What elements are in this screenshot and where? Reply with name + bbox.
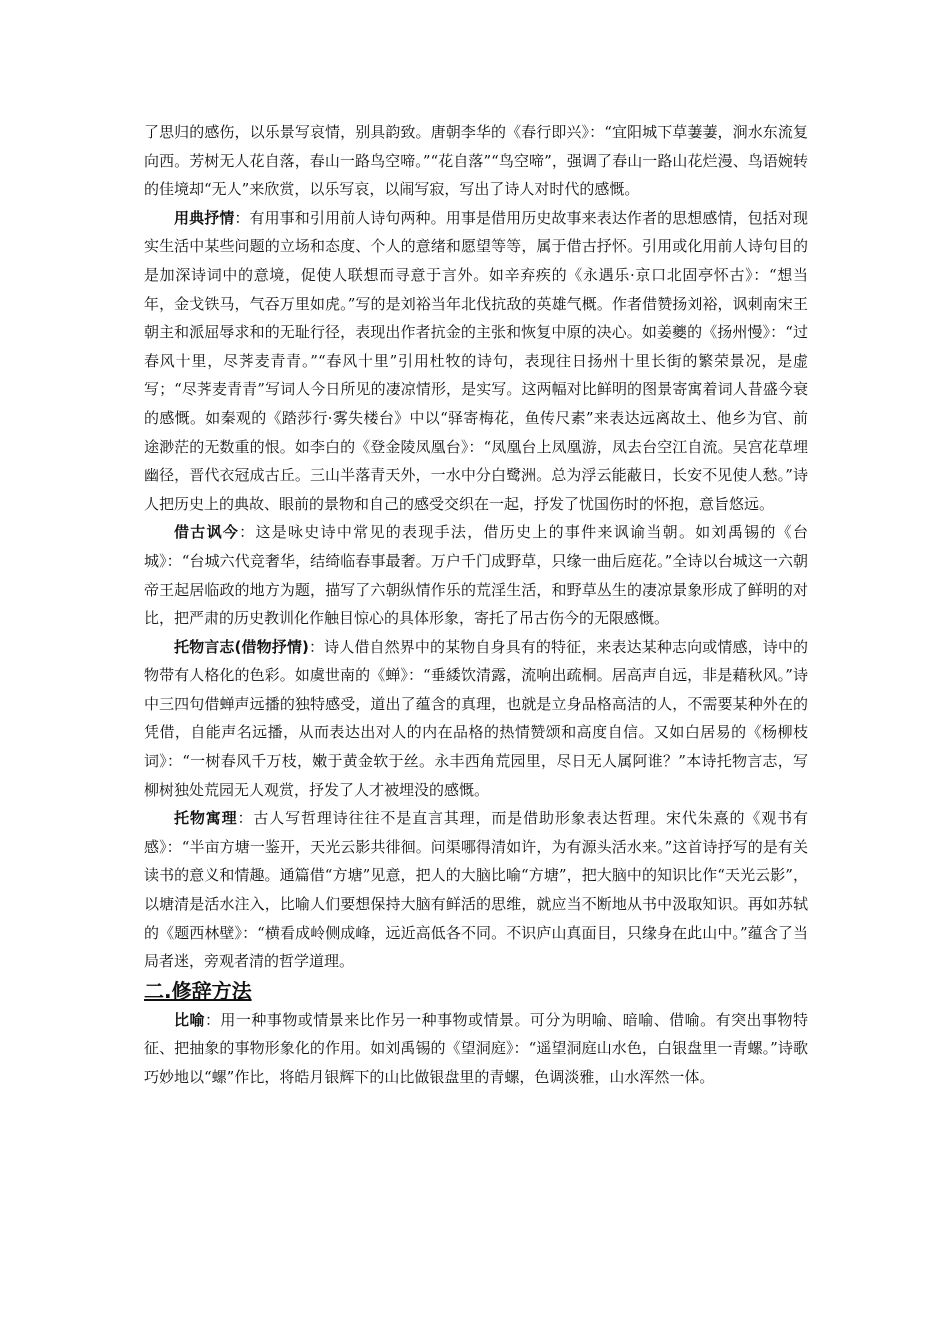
term-allusion: 用典抒情 bbox=[174, 208, 235, 227]
paragraph-satire-text: ：这是咏史诗中常见的表现手法，借历史上的事件来讽谕当朝。如刘禹锡的《台城》：“台城六代竞奢华，结绮临春事最奢。万户千门成野草，只缘一曲后庭花。”全诗以台城这一六朝帝王起居临政的地方为题，描写了六朝纵情作乐的荒淫生活，和野草丛生的凄凉景象形成了鲜明的对比，把严肃的历史教训化作触目惊心的具体形象，寄托了吊古伤今的无限感慨。 bbox=[144, 523, 808, 628]
section-heading: 二.修辞方法 bbox=[144, 978, 252, 1003]
paragraph-allusion-text: ：有用事和引用前人诗句两种。用事是借用历史故事来表达作者的思想感情，包括对现实生活中某些问题的立场和态度、个人的意绪和愿望等等，属于借古抒怀。引用或化用前人诗句目的是加深诗词中的意境，促使人联想而寻意于言外。如辛弃疾的《永遇乐·京口北固亭怀古》：“想当年，金戈铁马，气吞万里如虎。”写的是刘裕当年北伐抗敌的英雄气概。作者借赞扬刘裕，讽刺南宋王朝主和派屈辱求和的无耻行径，表现出作者抗金的主张和恢复中原的决心。如姜夔的《扬州慢》：“过春风十里，尽荠麦青青。”“春风十里”引用杜牧的诗句，表现往日扬州十里长街的繁荣景况，是虚写；“尽荠麦青青”写词人今日所见的凄凉情形，是实写。这两幅对比鲜明的图景寄寓着词人昔盛今衰的感慨。如秦观的《踏莎行·雾失楼台》中以“驿寄梅花，鱼传尺素”来表达远离故土、他乡为官、前途渺茫的无数重的恨。如李白的《登金陵凤凰台》：“凤凰台上凤凰游，凤去台空江自流。吴宫花草埋幽径，晋代衣冠成古丘。三山半落青天外，一水中分白鹭洲。总为浮云能蔽日，长安不见使人愁。”诗人把历史上的典故、眼前的景物和自己的感受交织在一起，抒发了忧国伤时的怀抱，意旨悠远。 bbox=[144, 208, 808, 513]
paragraph-allusion bbox=[144, 204, 808, 519]
term-satire: 借古讽今 bbox=[174, 523, 240, 542]
paragraph-object-reason bbox=[144, 804, 808, 976]
paragraph-metaphor bbox=[144, 1006, 808, 1092]
paragraph-satire bbox=[144, 518, 808, 632]
document-page bbox=[144, 118, 808, 1092]
paragraph-object-aspiration bbox=[144, 633, 808, 805]
paragraph-metaphor-text: ：用一种事物或情景来比作另一种事物或情景。可分为明喻、暗喻、借喻。有突出事物特征、把抽象的事物形象化的作用。如刘禹锡的《望洞庭》：“遥望洞庭山水色，白银盘里一青螺。”诗歌巧妙地以“螺”作比，将皓月银辉下的山比做银盘里的青螺，色调淡雅，山水浑然一体。 bbox=[144, 1010, 808, 1086]
term-object-reason: 托物寓理 bbox=[174, 809, 238, 828]
term-object-aspiration: 托物言志(借物抒情) bbox=[174, 637, 309, 656]
paragraph-object-reason-text: ：古人写哲理诗往往不是直言其理，而是借助形象表达哲理。宋代朱熹的《观书有感》：“半亩方塘一鉴开，天光云影共徘徊。问渠哪得清如许，为有源头活水来。”这首诗抒写的是有关读书的意义和情趣。通篇借“方塘”见意，把人的大脑比喻“方塘”，把大脑中的知识比作“天光云影”，以塘清是活水注入，比喻人们要想保持大脑有鲜活的思维，就应当不断地从书中汲取知识。再如苏轼的《题西林壁》：“横看成岭侧成峰，远近高低各不同。不识庐山真面目，只缘身在此山中。”蕴含了当局者迷，旁观者清的哲学道理。 bbox=[144, 809, 808, 971]
paragraph-contrast-continuation: 了思归的感伤，以乐景写哀情，别具韵致。唐朝李华的《春行即兴》：“宜阳城下草萋萋，涧水东流复向西。芳树无人花自落，春山一路鸟空啼。”“花自落”“鸟空啼”，强调了春山一路山花烂漫、鸟语婉转的佳境却“无人”来欣赏，以乐写哀，以闹写寂，写出了诗人对时代的感慨。 bbox=[144, 123, 808, 199]
term-metaphor: 比喻 bbox=[174, 1010, 205, 1029]
paragraph-object-aspiration-text: ：诗人借自然界中的某物自身具有的特征，来表达某种志向或情感，诗中的物带有人格化的色彩。如虞世南的《蝉》：“垂緌饮清露，流响出疏桐。居高声自远，非是藉秋风。”诗中三四句借蝉声远播的独特感受，道出了蕴含的真理，也就是立身品格高洁的人，不需要某种外在的凭借，自能声名远播，从而表达出对人的内在品格的热情赞颂和高度自信。又如白居易的《杨柳枝词》：“一树春风千万枝，嫩于黄金软于丝。永丰西角荒园里，尽日无人属阿谁？”本诗托物言志，写柳树独处荒园无人观赏，抒发了人才被埋没的感慨。 bbox=[144, 637, 808, 799]
